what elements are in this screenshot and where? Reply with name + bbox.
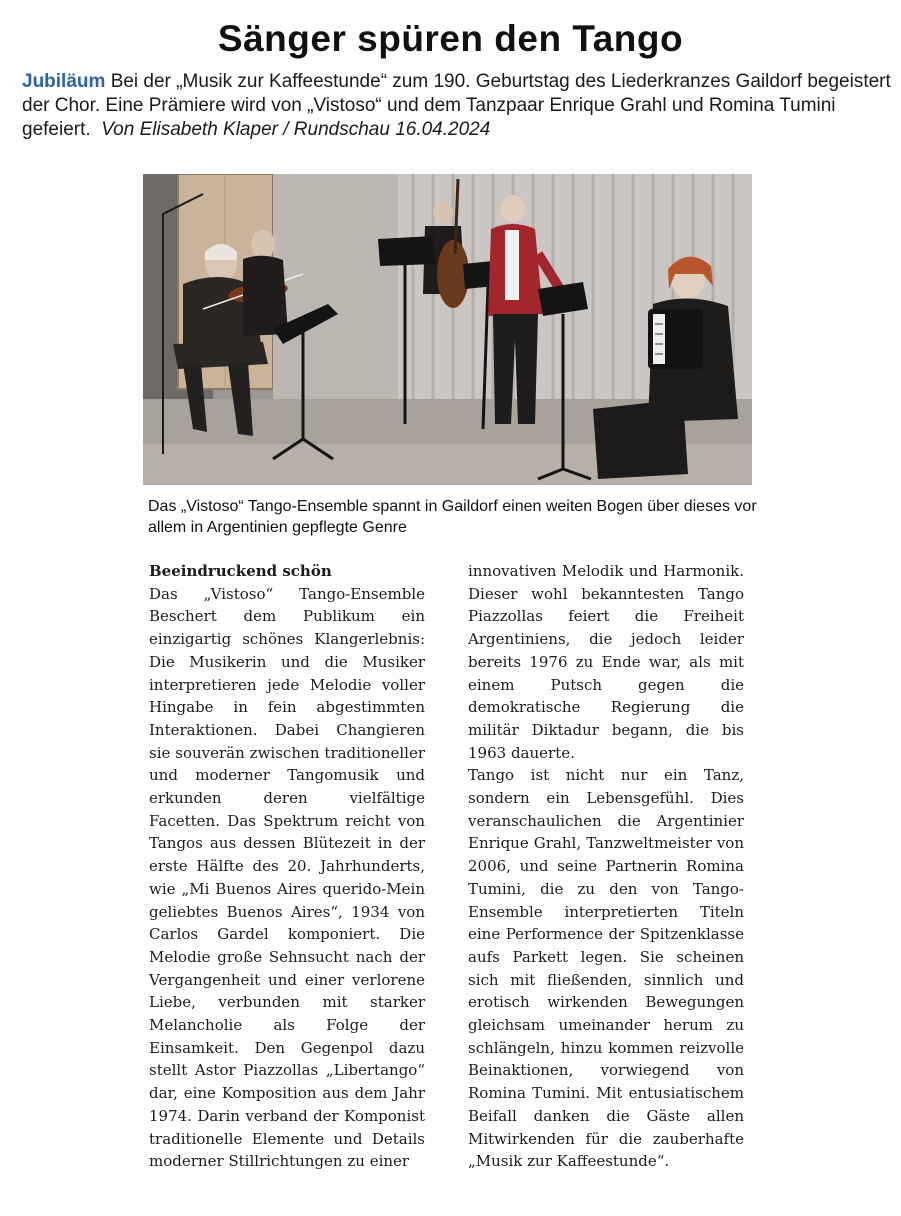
section-subhead: Beeindruckend schön bbox=[149, 562, 332, 580]
ensemble-photo bbox=[143, 174, 752, 485]
photo-caption: Das „Vistoso“ Tango-Ensemble spannt in Gaildorf einen weiten Bogen über dieses vor allem in Argentinien gepflegte Genre bbox=[148, 498, 757, 536]
body-column-2 bbox=[468, 560, 744, 1173]
article-headline: Sänger spüren den Tango bbox=[217, 18, 684, 59]
body-column-1 bbox=[149, 560, 425, 1173]
body-paragraph: Tango ist nicht nur ein Tanz, sondern ein Lebensgefühl. Dies veranschaulichen die Argentinier Enrique Grahl, Tanzweltmeister von 2006, und seine Partnerin Romina Tumini, die zu den von Tango-Ensemble interpretierten Titeln eine Performence der Spitzenklasse aufs Parkett legen. Sie scheinen sich mit fließenden, sinnlich und erotisch wirkenden Bewegungen gleichsam umeinander herum zu schlängeln, hinzu kommen reizvolle Beinaktionen, vorwiegend von Romina Tumini. Mit entusiatischem Beifall danken die Gäste allen Mitwirkenden für die zauberhafte „Musik zur Kaffeestunde“. bbox=[468, 766, 744, 1171]
body-paragraph: Das „Vistoso“ Tango-Ensemble Beschert dem Publikum ein einzigartig schönes Klangerlebnis: Die Musikerin und die Musiker interpretieren jede Melodie voller Hingabe in fein abgestimmten Interaktionen. Dabei Changieren sie souverän zwischen traditioneller und moderner Tangomusik und erkunden deren vielfältige Facetten. Das Spektrum reicht von Tangos aus dessen Blütezeit in der erste Hälfte des 20. Jahrhunderts, wie „Mi Buenos Aires querido-Mein geliebtes Buenos Aires“, 1934 von Carlos Gardel komponiert. Die Melodie große Sehnsucht nach der Vergangenheit und einer verlorene Liebe, verbunden mit starker Melancholie als Folge der Einsamkeit. Den Gegenpol dazu stellt Astor Piazzollas „Libertango“ dar, eine Komposition aus dem Jahr 1974. Darin verband der Komponist traditionelle Elemente und Details moderner Stillrichtungen zu einer bbox=[149, 584, 425, 1171]
article-lead bbox=[22, 70, 892, 142]
byline: Von Elisabeth Klaper / Rundschau 16.04.2024 bbox=[101, 119, 491, 140]
kicker: Jubiläum bbox=[22, 71, 106, 92]
lead-text: Bei der „Musik zur Kaffeestunde“ zum 190. Geburtstag des Liederkranzes Gaildorf begeistert der Chor. Eine Prämiere wird von „Vistoso“ und dem Tanzpaar Enrique Grahl und Romina Tumini gefeiert. bbox=[22, 71, 891, 140]
ensemble-photo-illustration bbox=[143, 174, 752, 485]
body-paragraph: innovativen Melodik und Harmonik. Dieser wohl bekanntesten Tango Piazzollas feiert die Freiheit Argentiniens, die jedoch leider bereits 1976 zu Ende war, als mit einem Putsch gegen die demokratische Regierung die militär Diktadur begann, die bis 1963 dauerte. bbox=[468, 562, 744, 762]
